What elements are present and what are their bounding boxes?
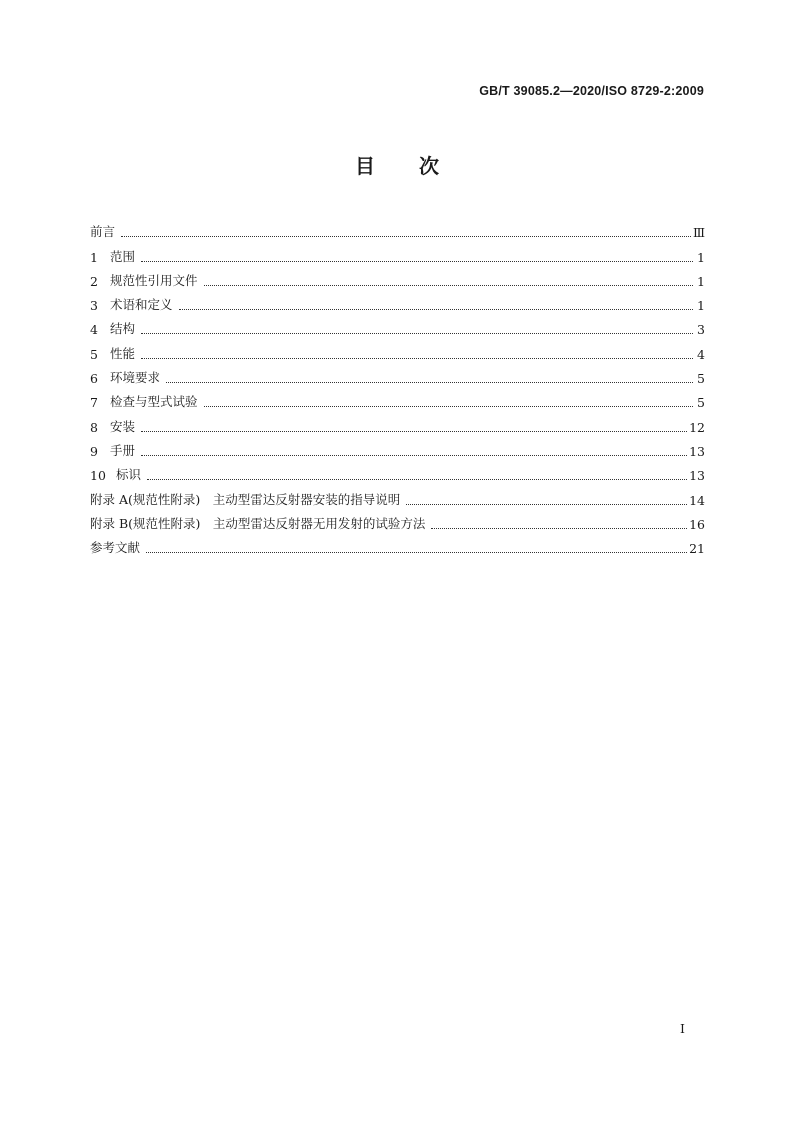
toc-number: 6 <box>90 371 98 387</box>
toc-label: 范围 <box>110 248 136 264</box>
toc-entry-foreword[interactable] <box>90 216 705 240</box>
toc-number: 5 <box>90 346 98 362</box>
toc-number: 4 <box>90 322 98 338</box>
toc-page: 1 <box>697 249 705 265</box>
toc-label: 前言 <box>90 224 116 240</box>
toc-entry-7[interactable] <box>90 386 705 410</box>
toc-leader-dots <box>141 319 693 334</box>
toc-leader-dots <box>179 295 693 310</box>
toc-number: 10 <box>90 468 106 484</box>
toc-entry-4[interactable] <box>90 313 705 337</box>
toc-label: 环境要求 <box>110 370 161 386</box>
toc-label: 标识 <box>116 467 142 483</box>
toc-number: 7 <box>90 395 98 411</box>
toc-page: 3 <box>697 322 705 338</box>
toc-page: Ⅲ <box>692 225 705 241</box>
toc-page: 13 <box>689 443 705 459</box>
toc-page: 12 <box>689 419 705 435</box>
title-char-1: 目 <box>355 154 375 178</box>
toc-label: 性能 <box>110 345 136 361</box>
toc-entry-3[interactable] <box>90 289 705 313</box>
toc-page: 16 <box>689 516 705 532</box>
toc-page: 5 <box>697 371 705 387</box>
toc-leader-dots <box>146 538 687 553</box>
toc-leader-dots <box>204 392 693 407</box>
toc-entry-2[interactable] <box>90 265 705 289</box>
toc-leader-dots <box>147 465 687 480</box>
toc-label: 安装 <box>110 418 136 434</box>
toc-label: 规范性引用文件 <box>110 272 198 288</box>
toc-leader-dots <box>141 247 693 262</box>
toc-entry-9[interactable] <box>90 435 705 459</box>
toc-leader-dots <box>141 417 687 432</box>
toc-entry-bibliography[interactable] <box>90 532 705 556</box>
toc-leader-dots <box>204 271 693 286</box>
toc-number: 1 <box>90 249 98 265</box>
toc-leader-dots <box>141 344 693 359</box>
toc-entry-5[interactable] <box>90 337 705 361</box>
toc-label: 术语和定义 <box>110 297 173 313</box>
toc-page: 14 <box>689 492 705 508</box>
toc-page: 1 <box>697 273 705 289</box>
page-number: I <box>680 1021 685 1036</box>
toc-label: 手册 <box>110 442 136 458</box>
title-char-2: 次 <box>419 154 439 178</box>
toc-leader-dots <box>121 222 691 237</box>
toc-page: 21 <box>689 541 705 557</box>
toc-label: 附录 B(规范性附录) 主动型雷达反射器无用发射的试验方法 <box>90 515 426 531</box>
toc-number: 3 <box>90 298 98 314</box>
toc-number: 8 <box>90 419 98 435</box>
toc-label: 结构 <box>110 321 136 337</box>
toc-entry-10[interactable] <box>90 459 705 483</box>
toc-page: 1 <box>697 298 705 314</box>
toc-entry-annex-a[interactable] <box>90 483 705 507</box>
toc-leader-dots <box>166 368 693 383</box>
toc-entry-annex-b[interactable] <box>90 508 705 532</box>
toc-page: 4 <box>697 346 705 362</box>
standard-number: GB/T 39085.2—2020/ISO 8729-2:2009 <box>479 84 704 98</box>
toc-label: 检查与型式试验 <box>110 394 198 410</box>
toc-leader-dots <box>406 490 687 505</box>
toc-number: 2 <box>90 273 98 289</box>
toc-entry-6[interactable] <box>90 362 705 386</box>
toc-leader-dots <box>431 514 687 529</box>
toc-page: 13 <box>689 468 705 484</box>
toc-label: 参考文献 <box>90 540 141 556</box>
toc-number: 9 <box>90 443 98 459</box>
table-of-contents <box>90 216 705 556</box>
toc-page: 5 <box>697 395 705 411</box>
toc-entry-8[interactable] <box>90 410 705 434</box>
toc-label: 附录 A(规范性附录) 主动型雷达反射器安装的指导说明 <box>90 491 401 507</box>
page-title <box>0 150 794 179</box>
toc-entry-1[interactable] <box>90 240 705 264</box>
toc-leader-dots <box>141 441 687 456</box>
